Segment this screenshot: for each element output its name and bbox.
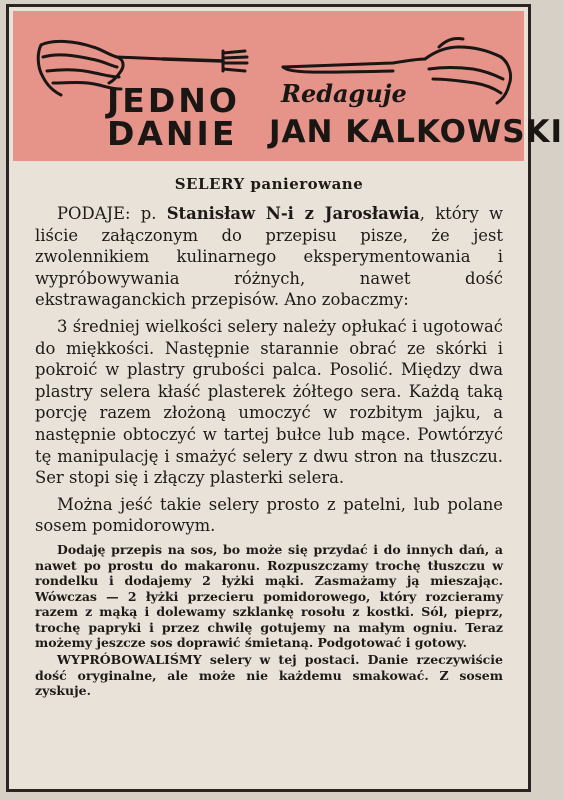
intro-author-name: Stanisław N-i z Jarosławia	[166, 204, 420, 223]
closing-paragraph	[35, 652, 503, 699]
serving-paragraph: Można jeść takie selery prosto z patelni, lub polane sosem pomidorowym.	[35, 494, 503, 536]
recipe-paragraph: 3 średniej wielkości selery należy opłukać i ugotować do miękkości. Następnie starannie obrać ze skórki i pokroić w plastry grubości palca. Posolić. Między dwa plastry selera kłaść plasterek żółtego sera. Każdą taką porcję razem złożoną umoczyć w rozbitym jajku, a następnie obtoczyć w tartej bułce lub mące. Powtórzyć tę manipulację i smażyć selery z dwu stron na tłuszczu. Ser stopi się i złączy plasterki selera.	[35, 316, 503, 488]
sauce-rest: bo może się przydać i do innych dań, a nawet po prostu do makaronu. Rozpuszczamy trochę tłuszczu w rondelku i dodajemy 2 łyżki mąki. Zasmażamy ją mieszając. Wówczas — 2 łyżki przecieru pomidorowego, który rozcieramy razem z mąką i dolewamy szklankę rosołu z kostki. Sól, pieprz, trochę papryki i przez chwilę gotujemy na małym ogniu. Teraz możemy jeszcze sos doprawić śmietaną. Podgotować i gotowy.	[35, 541, 504, 651]
closing-lead: WYPRÓBOWALIŚMY	[57, 652, 202, 668]
intro-mid: p.	[130, 204, 167, 223]
newspaper-clipping	[6, 4, 563, 792]
header-word-jedno: JEDNO	[107, 81, 240, 120]
sauce-paragraph	[35, 542, 503, 651]
header-edited-by: Redaguje	[281, 79, 407, 108]
sauce-lead: Dodaję przepis na sos,	[57, 541, 218, 557]
intro-lead: PODAJE:	[57, 204, 131, 223]
header-word-danie: DANIE	[107, 114, 238, 153]
intro-rest: , który w liście załączonym do przepisu pisze, że jest zwolennikiem kulinarnego eksperymentowania i wypróbowywania różnych, nawet dość ekstrawaganckich przepisów. Ano zobaczmy:	[35, 204, 503, 310]
article-title	[35, 175, 503, 193]
article-title-rest: panierowane	[244, 175, 364, 193]
article-body	[35, 175, 503, 700]
article-title-bold: SELERY	[174, 175, 245, 193]
closing-rest: selery w tej postaci. Danie rzeczywiście dość oryginalne, ale może nie każdemu smakować. Z sosem zyskuje.	[35, 652, 503, 699]
intro-paragraph	[35, 203, 503, 311]
column-header	[13, 11, 563, 161]
header-author-name: JAN KALKOWSKI	[269, 114, 563, 150]
